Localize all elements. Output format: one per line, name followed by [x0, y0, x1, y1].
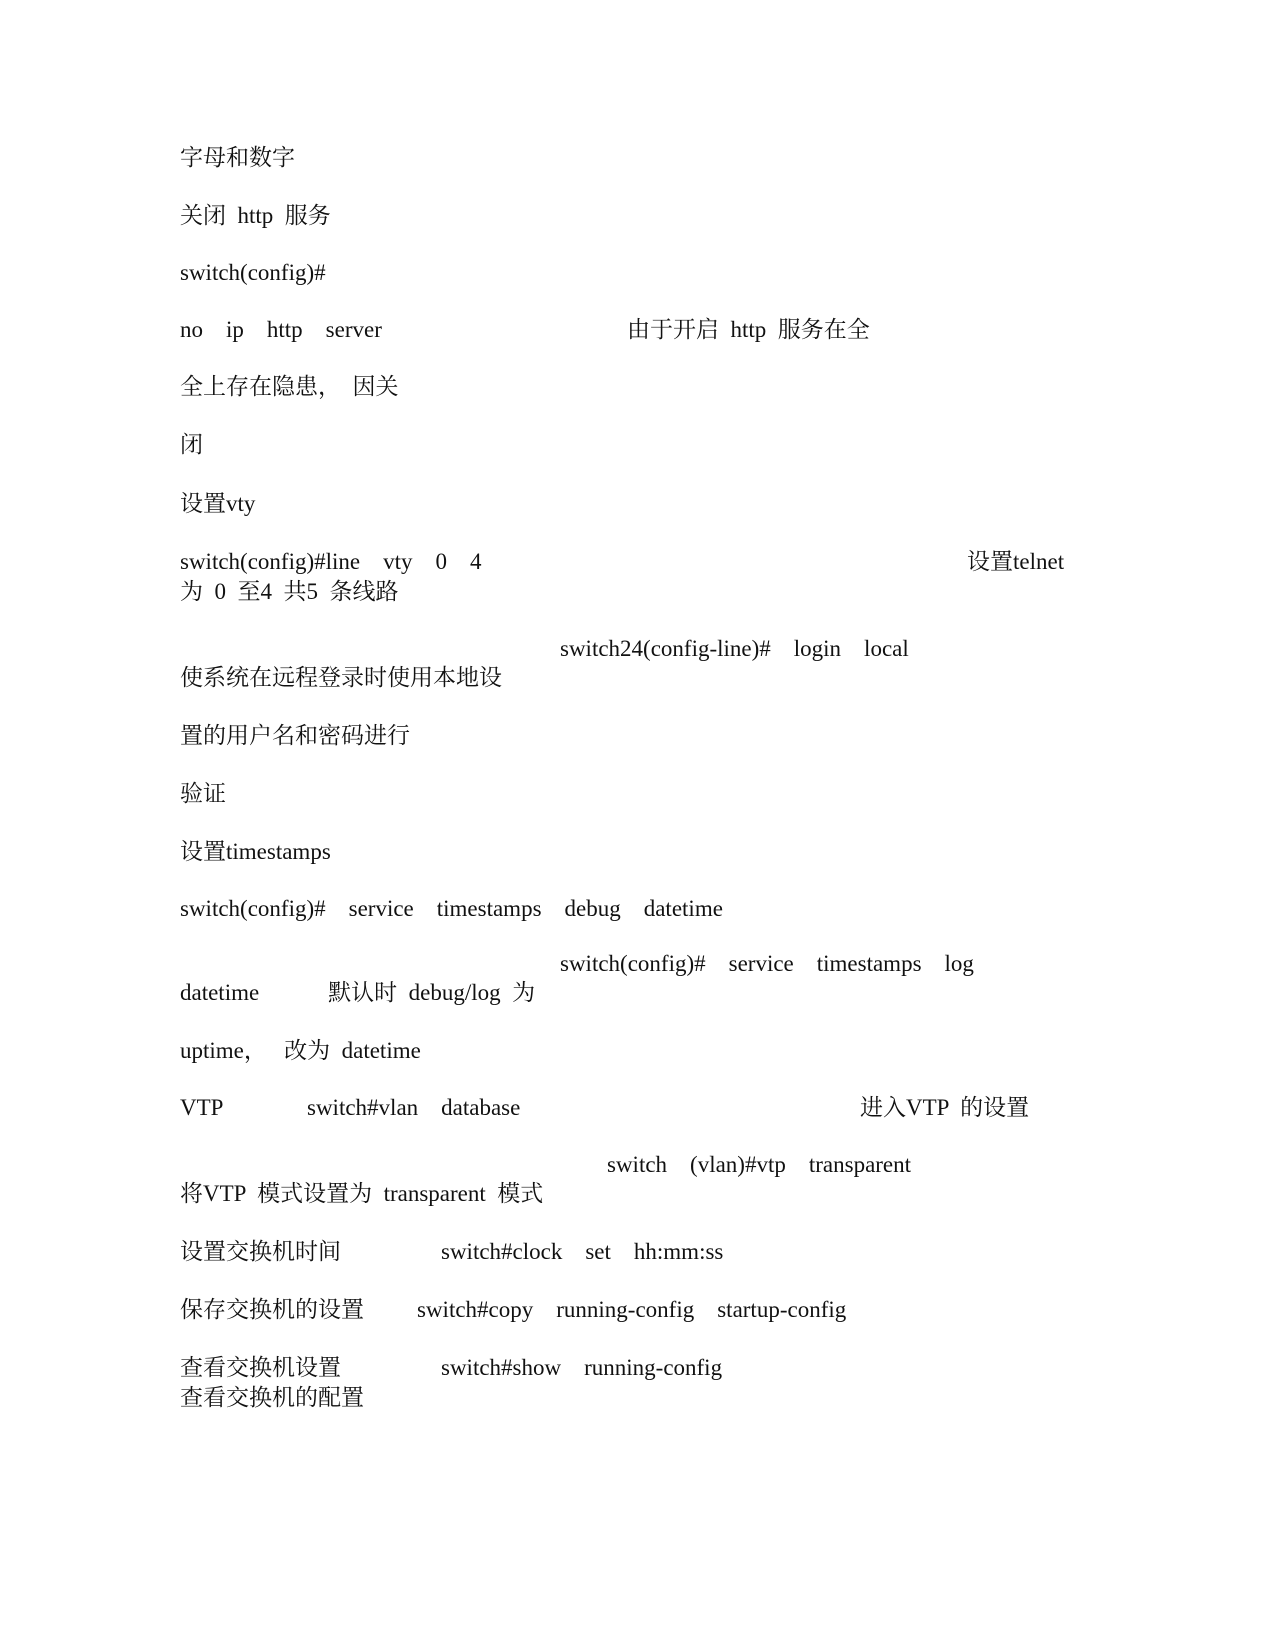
text-line: 为 0 至4 共5 条线路: [180, 579, 399, 604]
text-line: 由于开启 http 服务在全: [627, 317, 870, 342]
text-line: 进入VTP 的设置: [860, 1095, 1030, 1120]
text-line: 设置交换机时间: [180, 1239, 341, 1264]
text-line: 闭: [180, 432, 203, 457]
text-line: switch#clock set hh:mm:ss: [441, 1239, 724, 1264]
text-line: VTP: [180, 1095, 224, 1120]
text-line: 使系统在远程登录时使用本地设: [180, 665, 502, 690]
text-line: 置的用户名和密码进行: [180, 723, 410, 748]
text-line: switch#copy running-config startup-config: [417, 1297, 847, 1322]
text-line: 设置telnet: [967, 549, 1065, 574]
text-line: switch#vlan database: [307, 1095, 521, 1120]
text-line: 查看交换机设置: [180, 1355, 341, 1380]
text-line: switch24(config-line)# login local: [560, 636, 909, 661]
text-line: 字母和数字: [180, 145, 295, 170]
text-line: datetime 默认时 debug/log 为: [180, 980, 536, 1005]
text-line: 全上存在隐患， 因关: [180, 374, 399, 399]
text-line: 查看交换机的配置: [180, 1385, 364, 1410]
text-line: switch (vlan)#vtp transparent: [607, 1152, 912, 1177]
text-line: switch#show running-config: [441, 1355, 723, 1380]
text-line: no ip http server: [180, 317, 382, 342]
text-line: 关闭 http 服务: [180, 203, 331, 228]
text-line: 设置vty: [180, 491, 256, 516]
text-line: 验证: [180, 781, 226, 806]
text-line: 将VTP 模式设置为 transparent 模式: [180, 1181, 544, 1206]
text-line: 设置timestamps: [180, 839, 331, 864]
text-line: switch(config)#: [180, 260, 326, 285]
text-line: switch(config)#line vty 0 4: [180, 549, 482, 574]
text-line: 保存交换机的设置: [180, 1297, 364, 1322]
text-line: switch(config)# service timestamps log: [560, 951, 974, 976]
text-line: switch(config)# service timestamps debug datetime: [180, 896, 723, 921]
text-line: uptime， 改为 datetime: [180, 1038, 421, 1063]
